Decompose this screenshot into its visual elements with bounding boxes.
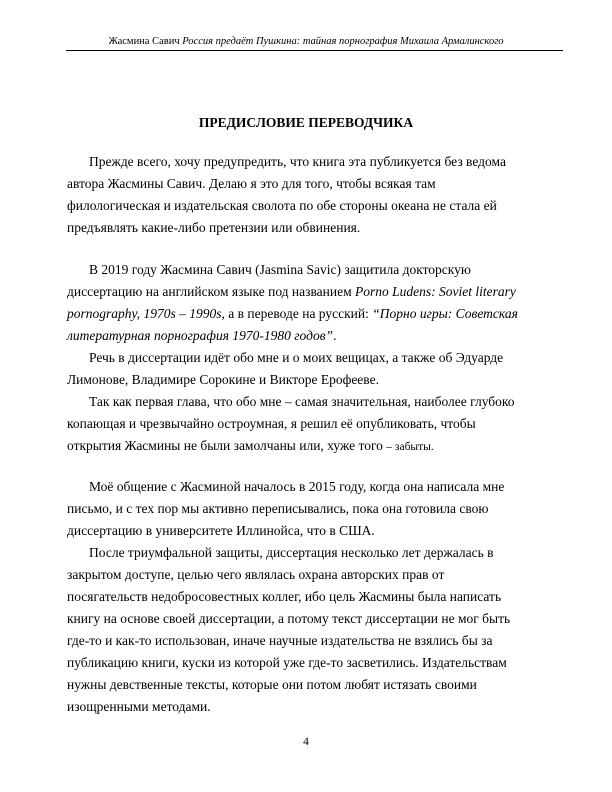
text-line: закрытом доступе, целью чего являлась охрана авторских прав от — [67, 567, 445, 582]
text-run: – забыты. — [386, 441, 434, 453]
running-head — [0, 35, 612, 48]
dissertation-title-ru: “Порно игры: Советская — [372, 306, 518, 321]
paragraph-5 — [67, 476, 529, 542]
paragraph-4 — [67, 391, 529, 458]
text-run: . — [333, 328, 337, 343]
text-run: а в переводе на русский: — [224, 306, 373, 321]
text-line: Лимонове, Владимире Сорокине и Викторе Ерофееве. — [67, 372, 379, 387]
paragraph-6 — [67, 542, 529, 718]
dissertation-title-ru-cont: литературная порнография 1970-1980 годов” — [67, 328, 334, 343]
paragraph-3 — [67, 347, 529, 391]
text-line: изощренными методами. — [67, 699, 211, 714]
text-line: Прежде всего, хочу предупредить, что книга эта публикуется без ведома — [89, 154, 506, 169]
dissertation-title-en: Porno Ludens: Soviet literary — [355, 284, 516, 299]
text-line: посягательств недобросовестных коллег, ибо цель Жасмины была написать — [67, 589, 502, 604]
text-run: открытия Жасмины не были замолчаны или, хуже того — [67, 438, 387, 453]
text-line: письмо, и с тех пор мы активно переписывались, пока она готовила свою — [67, 501, 489, 516]
text-line — [67, 281, 529, 303]
text-line: Так как первая глава, что обо мне – самая значительная, наиболее глубоко — [89, 394, 515, 409]
dissertation-title-en-cont: pornography, 1970s – 1990s, — [67, 306, 225, 321]
paragraph-2 — [67, 259, 529, 347]
running-head-author: Жасмина Савич — [108, 36, 180, 47]
text-line: После триумфальной защиты, диссертация несколько лет держалась в — [89, 545, 494, 560]
text-line: автора Жасмины Савич. Делаю я это для того, чтобы всякая там — [67, 176, 436, 191]
text-line: филологическая и издательская сволота по обе стороны океана не стала ей — [67, 198, 497, 213]
text-line — [67, 325, 529, 347]
text-line: Речь в диссертации идёт обо мне и о моих вещицах, а также об Эдуарде — [89, 350, 504, 365]
text-line — [67, 435, 529, 458]
page-title: ПРЕДИСЛОВИЕ ПЕРЕВОДЧИКА — [198, 115, 414, 130]
text-line: где-то и как-то использован, иначе научные издательства не взялись бы за — [67, 633, 493, 648]
text-line: В 2019 году Жасмина Савич (Jasmina Savic) защитила докторскую — [89, 262, 471, 277]
running-head-title: Россия предаёт Пушкина: тайная порнография Михаила Армалинского — [182, 36, 504, 47]
text-line: копающая и чрезвычайно остроумная, я решил её опубликовать, чтобы — [67, 416, 476, 431]
text-line: публикацию книги, куски из которой уже где-то засветились. Издательствам — [67, 655, 507, 670]
text-line: диссертацию в университете Иллинойса, что в США. — [67, 523, 375, 538]
page-number: 4 — [303, 736, 309, 748]
text-run: диссертацию на английском языке под названием — [67, 284, 356, 299]
text-line: книгу на основе своей диссертации, а потому текст диссертации не мог быть — [67, 611, 511, 626]
text-line — [67, 303, 529, 325]
text-line: Моё общение с Жасминой началось в 2015 году, когда она написала мне — [89, 479, 505, 494]
paragraph-1 — [67, 151, 529, 239]
text-line: нужны девственные тексты, которые они потом любят истязать своими — [67, 677, 477, 692]
header-rule — [66, 50, 563, 51]
text-line: предъявлять какие-либо претензии или обвинения. — [67, 220, 361, 235]
